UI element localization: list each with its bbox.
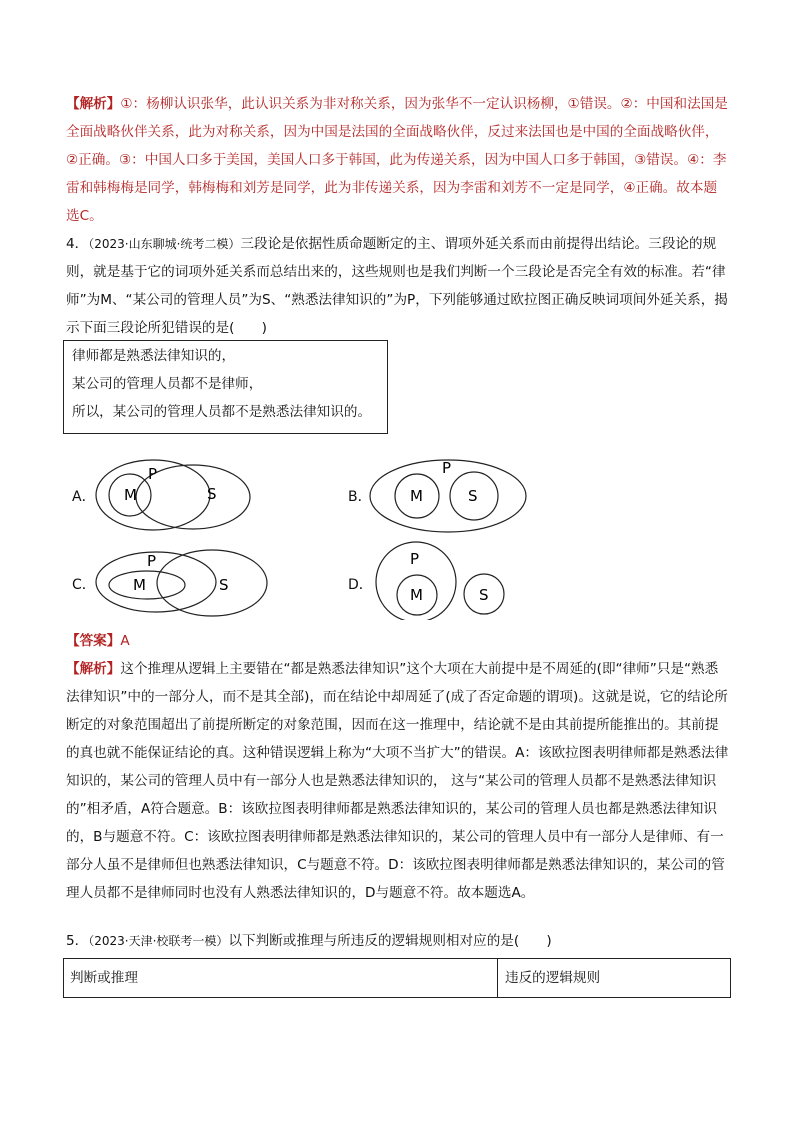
option-b-label[interactable]: B． xyxy=(348,489,372,505)
question-source: （2023·山东聊城·统考二模） xyxy=(88,237,241,251)
option-a-label[interactable]: A． xyxy=(72,489,96,505)
syllogism-box xyxy=(63,340,388,434)
option-d-p: P xyxy=(410,550,420,568)
option-b-diagram[interactable] xyxy=(368,455,538,545)
table-divider xyxy=(497,959,498,997)
option-d-diagram[interactable] xyxy=(370,540,510,620)
option-c-label[interactable]: C． xyxy=(72,577,96,593)
syllogism-conclusion: 所以，某公司的管理人员都不是熟悉法律知识的。 xyxy=(72,404,372,420)
option-a-m: M xyxy=(124,486,137,504)
question-source: （2023·天津·校联考一模） xyxy=(88,934,229,948)
option-a-diagram[interactable] xyxy=(90,455,260,545)
answer-label: 【答案】 xyxy=(66,633,121,649)
question-4-stem xyxy=(66,230,730,342)
option-d-label[interactable]: D． xyxy=(348,577,373,593)
q5-table xyxy=(63,958,731,998)
answer-value: A xyxy=(120,633,130,649)
question-5-stem xyxy=(66,927,730,955)
option-c-m: M xyxy=(133,576,146,594)
option-c-p: P xyxy=(147,552,157,570)
option-c-diagram[interactable] xyxy=(92,545,272,625)
table-header-judgment: 判断或推理 xyxy=(70,970,138,986)
answer-line xyxy=(66,627,730,655)
syllogism-minor-premise: 某公司的管理人员都不是律师， xyxy=(72,376,263,392)
syllogism-major-premise: 律师都是熟悉法律知识的， xyxy=(72,348,236,364)
option-a-p: P xyxy=(148,465,158,483)
question-text: 以下判断或推理与所违反的逻辑规则相对应的是( ) xyxy=(228,933,552,949)
option-b-m: M xyxy=(410,487,423,505)
question-number: 5． xyxy=(66,933,89,949)
option-a-s: S xyxy=(207,485,217,503)
table-header-rule: 违反的逻辑规则 xyxy=(505,970,601,986)
question-text: 三段论是依据性质命题断定的主、谓项外延关系而由前提得出结论。三段论的规则，就是基于它的词项外延关系而总结出来的，这些规则也是我们判断一个三段论是否完全有效的标准。若“律师”为M、“某公司的管理人员”为S、“熟悉法律知识的”为P，下列能够通过欧拉图正确反映词项间外延关系，揭示下面三段论所犯错误的是( ) xyxy=(66,236,728,336)
analysis-label: 【解析】 xyxy=(66,96,121,112)
analysis-text: ①：杨柳认识张华，此认识关系为非对称关系，因为张华不一定认识杨柳，①错误。②：中国和法国是全面战略伙伴关系，此为对称关系，因为中国是法国的全面战略伙伴，反过来法国也是中国的全面战略伙伴，②正确。③：中国人口多于美国，美国人口多于韩国，此为传递关系，因为中国人口多于韩国，③错误。④：李雷和韩梅梅是同学，韩梅梅和刘芳是同学，此为非传递关系，因为李雷和刘芳不一定是同学，④正确。故本题选C。 xyxy=(66,96,728,224)
question-number: 4． xyxy=(66,236,89,252)
option-b-s: S xyxy=(468,487,478,505)
option-d-m: M xyxy=(410,586,423,604)
analysis-paragraph-1 xyxy=(66,90,730,230)
option-c-s: S xyxy=(219,576,229,594)
analysis-label: 【解析】 xyxy=(66,661,121,677)
option-d-s: S xyxy=(479,586,489,604)
analysis-paragraph-2 xyxy=(66,655,730,907)
analysis-text: 这个推理从逻辑上主要错在“都是熟悉法律知识”这个大项在大前提中是不周延的(即“律师”只是“熟悉法律知识”中的一部分人，而不是其全部)，而在结论中却周延了(成了否定命题的谓项)。这就是说，它的结论所断定的对象范围超出了前提所断定的对象范围，因而在这一推理中，结论就不是由其前提所能推出的。其前提的真也就不能保证结论的真。这种错误逻辑上称为“大项不当扩大”的错误。A：该欧拉图表明律师都是熟悉法律知识的，某公司的管理人员中有一部分人也是熟悉法律知识的， 这与“某公司的管理人员都不是熟悉法律知识的”相矛盾，A符合题意。B：该欧拉图表明律师都是熟悉法律知识的，某公司的管理人员也都是熟悉法律知识的，B与题意不符。C：该欧拉图表明律师都是熟悉法律知识的，某公司的管理人员中有一部分人是律师、有一部分人虽不是律师但也熟悉法律知识，C与题意不符。D：该欧拉图表明律师都是熟悉法律知识的，某公司的管理人员都不是律师同时也没有人熟悉法律知识的，D与题意不符。故本题选A。 xyxy=(66,661,729,901)
option-b-p: P xyxy=(442,459,452,477)
